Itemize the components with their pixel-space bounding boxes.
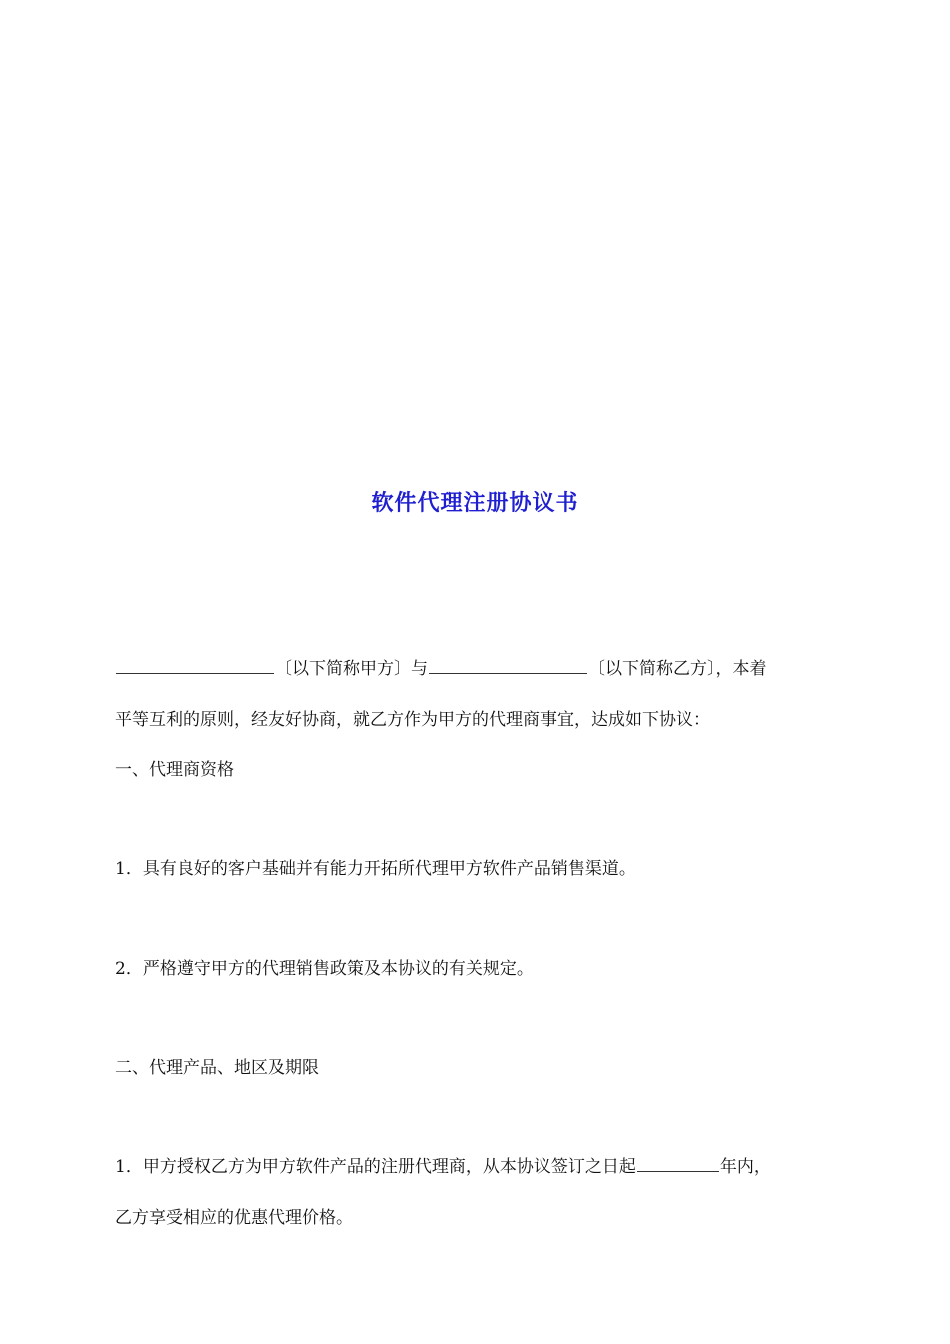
section-1-item-2: 2．严格遵守甲方的代理销售政策及本协议的有关规定。 [115,959,534,979]
section-2-item-1-text: 1．甲方授权乙方为甲方软件产品的注册代理商，从本协议签订之日起 [115,1157,636,1177]
section-2-item-1-line-2: 乙方享受相应的优惠代理价格。 [115,1208,353,1228]
intro-text-1: 〔以下简称甲方〕与 [275,659,428,679]
section-2-heading: 二、代理产品、地区及期限 [115,1058,319,1078]
intro-line-2: 平等互利的原则，经友好协商，就乙方作为甲方的代理商事宜，达成如下协议： [115,710,710,730]
party-b-blank[interactable] [429,657,587,674]
section-1-item-1: 1．具有良好的客户基础并有能力开拓所代理甲方软件产品销售渠道。 [115,859,636,879]
years-blank[interactable] [637,1155,719,1172]
section-2-item-1 [115,1155,845,1179]
document-title: 软件代理注册协议书 [371,491,579,516]
intro-line-1 [115,657,845,681]
party-a-blank[interactable] [116,657,274,674]
section-1-heading: 一、代理商资格 [115,760,234,780]
intro-text-2: 〔以下简称乙方〕，本着 [588,659,767,679]
section-2-item-1-text-end: 年内， [719,1157,771,1177]
